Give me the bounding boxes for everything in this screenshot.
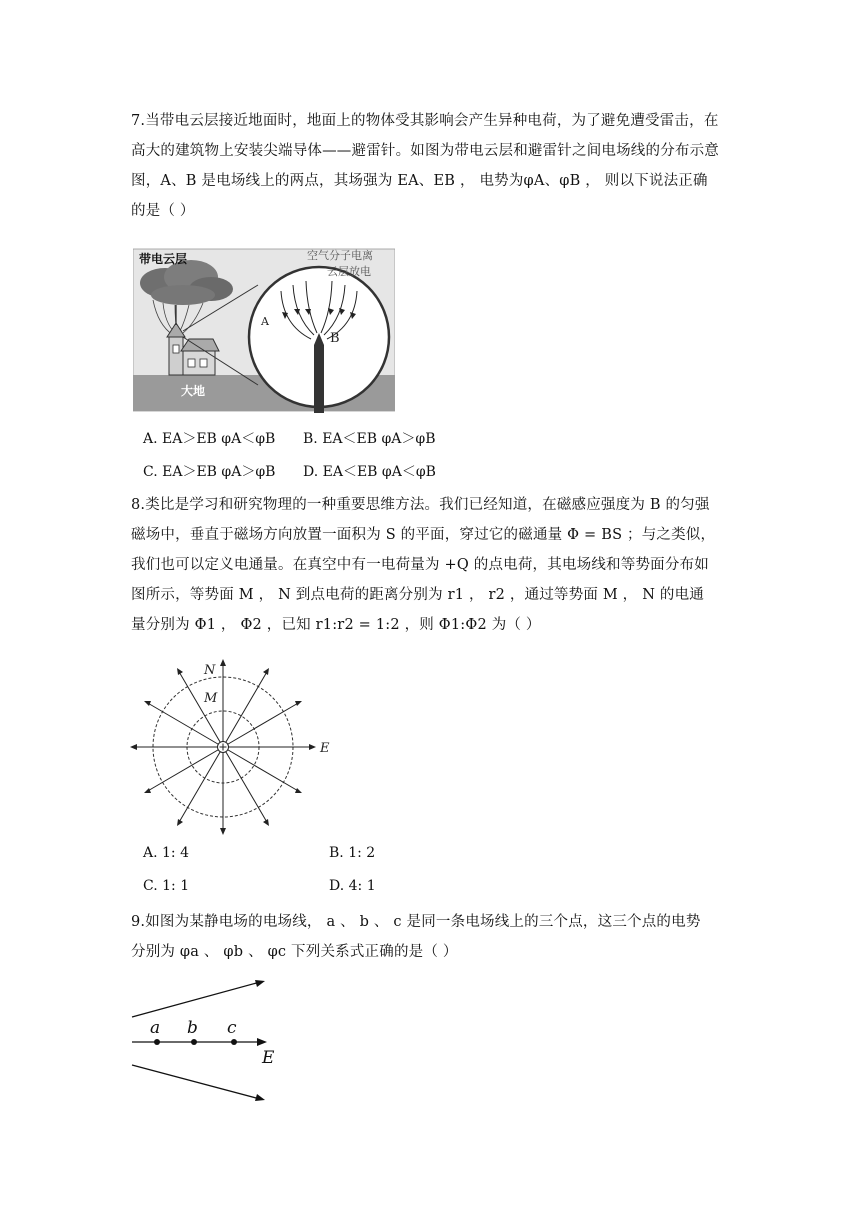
field-e-label: E [320,741,330,756]
question-8-option-d[interactable]: D. 4: 1 [329,878,376,894]
point-b-label: B [330,331,340,346]
question-7-text [131,106,731,226]
question-8-line-5: 量分别为 Φ1 ， Φ2 ，已知 r1:r2 = 1:2 ，则 Φ1:Φ2 为（ ） [131,617,541,633]
point-a-label: a [150,1018,161,1038]
question-7-line-4: 的是（ ） [131,203,195,219]
question-8-text [131,490,731,640]
field-e-label: E [262,1048,275,1068]
question-8-line-2: 磁场中，垂直于磁场方向放置一面积为 S 的平面，穿过它的磁通量 Φ = BS ；与之类似， [131,527,716,543]
callout-label-1: 空气分子电离 [307,249,373,262]
question-8-line-3: 我们也可以定义电通量。在真空中有一电荷量为 +Q 的点电荷，其电场线和等势面分布如 [131,557,709,573]
cloud-label: 带电云层 [139,252,188,266]
question-8-line-1: 8.类比是学习和研究物理的一种重要思维方法。我们已经知道，在磁感应强度为 B 的匀强 [131,497,710,513]
point-a-marker [154,1039,160,1045]
question-9-line-2: 分别为 φa 、 φb 、 φc 下列关系式正确的是（ ） [131,944,458,960]
question-7-option-c[interactable]: C. EA＞EB φA＞φB [143,464,276,480]
point-b-marker [191,1039,197,1045]
lightning-rod-figure [133,245,395,415]
question-7-line-3: 图，A、B 是电场线上的两点，其场强为 EA、EB ， 电势为φA、φB ， 则以下说法正确 [131,173,708,189]
question-7-option-a[interactable]: A. EA＞EB φA＜φB [143,431,276,447]
point-charge-figure [128,658,338,838]
question-7-line-1: 7.当带电云层接近地面时，地面上的物体受其影响会产生异种电荷，为了避免遭受雷击，在 [131,113,719,129]
static-field-figure [128,975,288,1105]
question-8-option-c[interactable]: C. 1: 1 [143,878,190,894]
question-8-option-a[interactable]: A. 1: 4 [143,845,189,861]
point-c-marker [231,1039,237,1045]
question-8-option-b[interactable]: B. 1: 2 [329,845,376,861]
surface-m-label: M [204,691,218,706]
question-7-option-d[interactable]: D. EA＜EB φA＜φB [303,464,436,480]
question-9-line-1: 9.如图为某静电场的电场线， a 、 b 、 c 是同一条电场线上的三个点，这三个点的电势 [131,914,701,930]
question-9-text [131,907,731,967]
surface-n-label: N [204,663,216,678]
point-a-label: A [261,315,269,328]
question-8-line-4: 图所示，等势面 M ， N 到点电荷的距离分别为 r1 ， r2 ，通过等势面 M ， N 的电通 [131,587,704,603]
question-7-line-2: 高大的建筑物上安装尖端导体——避雷针。如图为带电云层和避雷针之间电场线的分布示意 [131,143,719,159]
point-b-label: b [187,1018,198,1038]
ground-label: 大地 [181,384,206,398]
upper-field-line [132,982,260,1017]
point-c-label: c [227,1018,237,1038]
question-7-option-b[interactable]: B. EA＜EB φA＞φB [303,431,436,447]
lower-field-line [132,1065,260,1099]
lightning-rod-icon [314,333,324,413]
callout-label-2: 云层放电 [327,265,371,278]
